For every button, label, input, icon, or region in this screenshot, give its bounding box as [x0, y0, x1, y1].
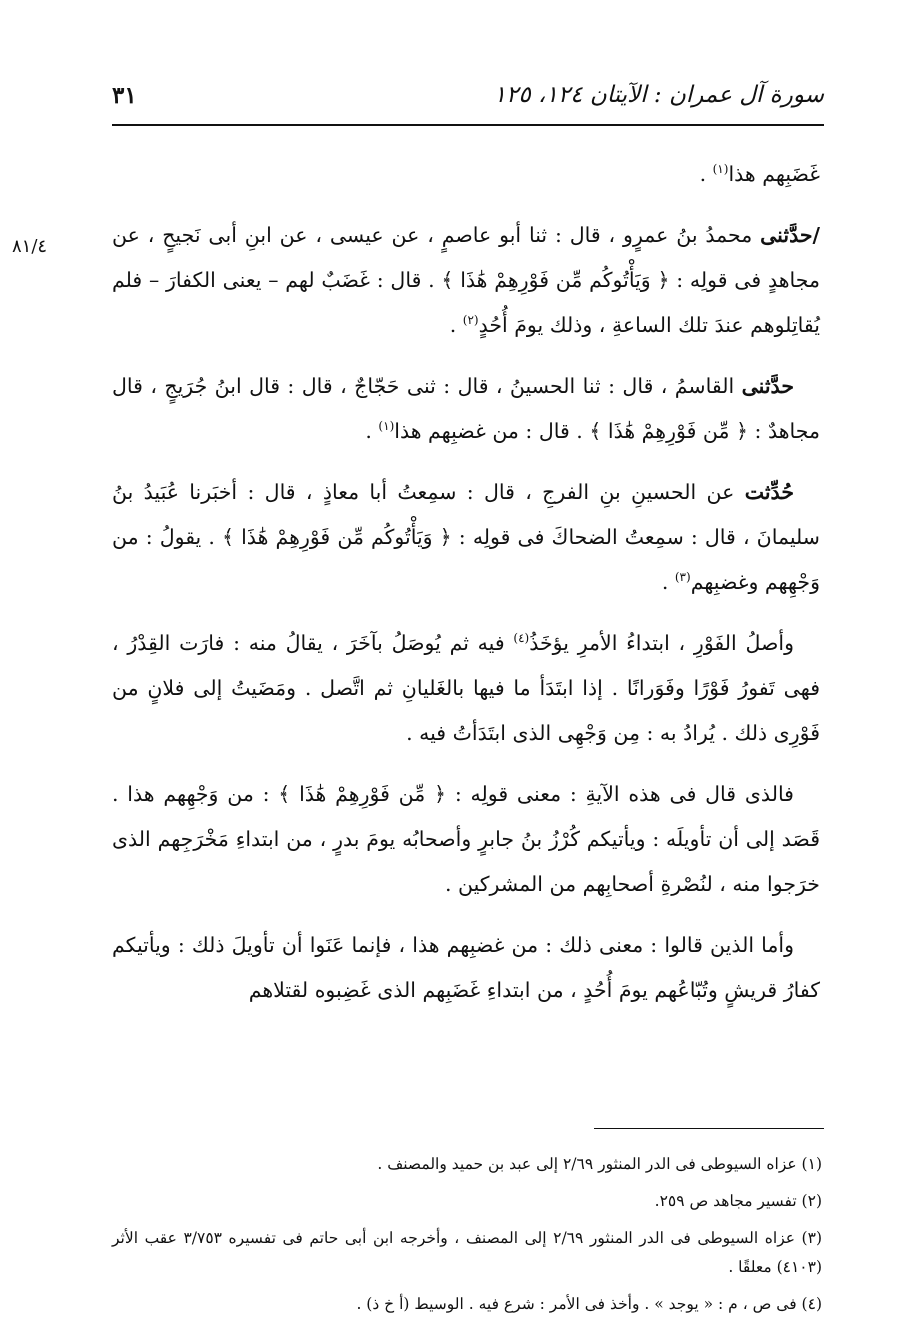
- paragraph-tail: .: [661, 570, 675, 594]
- running-title: سورة آل عمران : الآيتان ١٢٤، ١٢٥: [493, 82, 824, 108]
- footnote-3: (٣) عزاه السيوطى فى الدر المنثور ٢/٦٩ إلى المصنف ، وأخرجه ابن أبى حاتم فى تفسيره ٣/٧٥٣ عقب الأثر (٤١٠٣) معلقًا .: [112, 1229, 822, 1276]
- paragraph-text: وأصلُ الفَوْرِ ، ابتداءُ الأمرِ يؤخَذُ: [529, 631, 794, 655]
- paragraph-text: وأما الذين قالوا : معنى ذلك : من غضبِهم هذا ، فإنما عَنَوا أن تأويلَ ذلك : ويأتيكم كفارُ قريشٍ وتُبّاعُهم يومَ أُحُدٍ ، من ابتداءِ غَضَبِهم الذى غَضِبوه لقتلاهم: [112, 933, 820, 1002]
- chain-lead: حدَّثنى: [741, 374, 794, 398]
- paragraph-hadith-1: [112, 213, 820, 348]
- margin-reference: ٨١/٤: [12, 236, 48, 257]
- footnote-2: (٢) تفسير مجاهد ص ٢٥٩.: [654, 1192, 822, 1210]
- footnote-marker: (٤): [513, 631, 530, 646]
- paragraph-text: غَضَبِهم هذا: [728, 162, 820, 186]
- running-header: [112, 78, 824, 118]
- main-text: [112, 152, 820, 1029]
- footnote-1: (١) عزاه السيوطى فى الدر المنثور ٢/٦٩ إلى عبد بن حميد والمصنف .: [377, 1155, 822, 1173]
- paragraph-tail: .: [699, 162, 713, 186]
- footnote-marker: (١): [712, 162, 729, 177]
- chain-lead: حُدِّثت: [744, 480, 794, 504]
- paragraph-continuation: [112, 152, 820, 197]
- footnote-marker: (٢): [462, 313, 479, 328]
- paragraph-commentary-3: [112, 923, 820, 1013]
- footnotes: [112, 1150, 822, 1327]
- footnote-marker: (٣): [674, 570, 691, 585]
- paragraph-tail: فيه ثم يُوصَلُ بآخَرَ ، يقالُ منه : فارَت القِدْرُ ، فهى تَفورُ فَوْرًا وفَوَرانًا . إذا ابتَدَأ ما فيها بالغَليانِ ثم اتَّصل . ومَضَيتُ إلى فلانٍ من فَوْرِى ذلك . يُرادُ به : مِن وَجْهِى الذى ابتَدَأتُ فيه .: [112, 631, 820, 745]
- paragraph-tail: .: [449, 313, 463, 337]
- paragraph-commentary-1: [112, 621, 820, 756]
- header-rule: [112, 124, 824, 126]
- footnote-rule: [594, 1128, 824, 1129]
- paragraph-text: القاسمُ ، قال : ثنا الحسينُ ، قال : ثنى حَجّاجٌ ، قال : قال ابنُ جُرَيجٍ ، قال مجاهدٌ : ﴿ مِّن فَوْرِهِمْ هَٰذَا ﴾ . قال : من غضبِهم هذا: [112, 374, 820, 443]
- footnote-4: (٤) فى ص ، م : « يوجد » . وأخذ فى الأمر : شرع فيه . الوسيط (أ خ ذ) .: [356, 1295, 822, 1313]
- paragraph-hadith-2: [112, 364, 820, 454]
- paragraph-text: محمدُ بنُ عمرٍو ، قال : ثنا أبو عاصمٍ ، عن عيسى ، عن ابنِ أبى نَجيحٍ ، عن مجاهدٍ فى قولِه : ﴿ وَيَأْتُوكُم مِّن فَوْرِهِمْ هَٰذَا ﴾ . قال : غَضَبٌ لهم – يعنى الكفارَ – فلم يُقاتِلوهم عندَ تلك الساعةِ ، وذلك يومَ أُحُدٍ: [112, 223, 820, 337]
- paragraph-text: فالذى قال فى هذه الآيةِ : معنى قولِه : ﴿ مِّن فَوْرِهِمْ هَٰذَا ﴾ : من وَجْهِهم هذا . قَصَد إلى أن تأويلَه : ويأتيكم كُرْزُ بنُ جابرٍ وأصحابُه يومَ بدرٍ ، من ابتداءِ مَخْرَجِهم الذى خرَجوا منه ، لنُصْرةِ أصحابِهم من المشركين .: [112, 782, 820, 896]
- paragraph-text: عن الحسينِ بنِ الفرجِ ، قال : سمِعتُ أبا معاذٍ ، قال : أخبَرنا عُبَيدُ بنُ سليمانَ ، قال : سمِعتُ الضحاكَ فى قولِه : ﴿ وَيَأْتُوكُم مِّن فَوْرِهِمْ هَٰذَا ﴾ . يقولُ : من وَجْهِهم وغضبِهم: [112, 480, 820, 594]
- paragraph-tail: .: [365, 419, 379, 443]
- footnote-marker: (١): [378, 419, 395, 434]
- paragraph-commentary-2: [112, 772, 820, 907]
- chain-lead: /حدَّثنى: [760, 223, 820, 247]
- paragraph-hadith-3: [112, 470, 820, 605]
- page-number: ٣١: [112, 82, 137, 109]
